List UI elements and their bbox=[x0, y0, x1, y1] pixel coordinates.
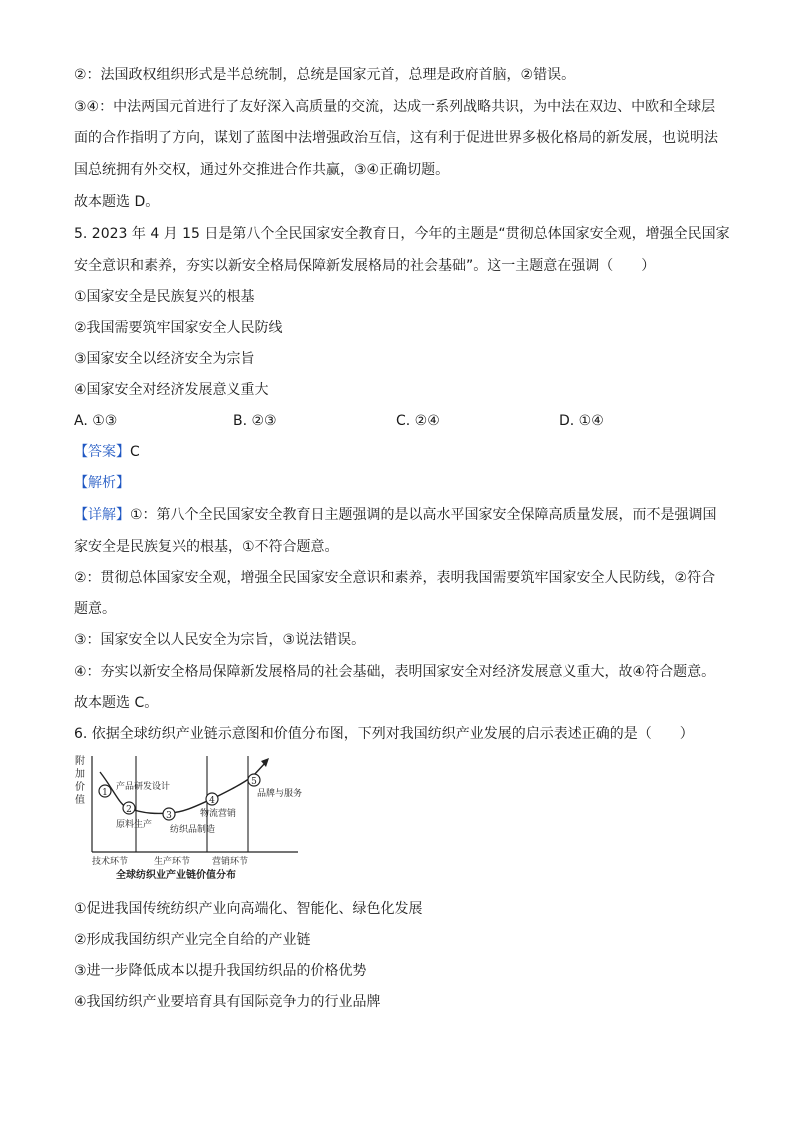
chart-marker-2-num: 2 bbox=[126, 805, 132, 815]
line-p2a: ③④：中法两国元首进行了友好深入高质量的交流，达成一系列战略共识，为中法在双边、中欧和全球层 bbox=[74, 99, 716, 115]
q6-item-4: ④我国纺织产业要培育具有国际竞争力的行业品牌 bbox=[74, 994, 381, 1010]
q5-option-a: A. ①③ bbox=[74, 413, 118, 429]
q5-option-b: B. ②③ bbox=[233, 413, 277, 429]
answer-tag: 【答案】 bbox=[74, 444, 130, 460]
chart-caption: 全球纺织业产业链价值分布 bbox=[116, 870, 236, 881]
q5-item-3: ③国家安全以经济安全为宗旨 bbox=[74, 351, 255, 367]
detail-1a-text: ①：第八个全民国家安全教育日主题强调的是以高水平国家安全保障高质量发展，而不是强调国 bbox=[130, 507, 717, 523]
chart-marker-5-num: 5 bbox=[251, 777, 257, 787]
chart-x-segment-3: 营销环节 bbox=[212, 857, 249, 867]
q5-item-1: ①国家安全是民族复兴的根基 bbox=[74, 289, 255, 305]
q5-detail-2a: ②：贯彻总体国家安全观，增强全民国家安全意识和素养，表明我国需要筑牢国家安全人民防线，②符合 bbox=[74, 570, 716, 586]
q5-item-4: ④国家安全对经济发展意义重大 bbox=[74, 382, 269, 398]
value-chain-chart bbox=[70, 752, 310, 882]
chart-label-3: 纺织品制造 bbox=[170, 825, 216, 835]
line-p3: 故本题选 D。 bbox=[74, 194, 160, 210]
chart-label-2: 原料生产 bbox=[116, 820, 153, 830]
chart-marker-1-num: 1 bbox=[102, 788, 108, 798]
q5-options bbox=[74, 411, 714, 431]
chart-ylabel-2: 加 bbox=[75, 769, 85, 780]
q5-detail-3: ③：国家安全以人民安全为宗旨，③说法错误。 bbox=[74, 632, 366, 648]
answer-value: C bbox=[130, 444, 140, 460]
chart-marker-4-num: 4 bbox=[209, 796, 215, 806]
chart-x-segment-1: 技术环节 bbox=[92, 857, 129, 867]
chart-label-4: 物流营销 bbox=[200, 809, 237, 819]
q5-detail-4: ④：夯实以新安全格局保障新发展格局的社会基础，表明国家安全对经济发展意义重大，故④符合题意。 bbox=[74, 664, 716, 680]
q6-item-3: ③进一步降低成本以提升我国纺织品的价格优势 bbox=[74, 963, 367, 979]
line-p2b: 面的合作指明了方向，谋划了蓝图中法增强政治互信，这有利于促进世界多极化格局的新发展，也说明法 bbox=[74, 130, 718, 146]
q5-detail-1a bbox=[74, 505, 717, 525]
chart-ylabel-4: 值 bbox=[75, 795, 85, 806]
chart-label-1: 产品研发设计 bbox=[116, 782, 171, 792]
chart-marker-3-num: 3 bbox=[166, 811, 172, 821]
q5-stem-b: 安全意识和素养，夯实以新安全格局保障新发展格局的社会基础”。这一主题意在强调（ ） bbox=[74, 258, 656, 274]
q6-stem: 6. 依据全球纺织产业链示意图和价值分布图，下列对我国纺织产业发展的启示表述正确的是（ ） bbox=[74, 726, 694, 742]
q5-option-d: D. ①④ bbox=[559, 413, 604, 429]
q5-answer bbox=[74, 442, 140, 462]
chart-ylabel-1: 附 bbox=[75, 756, 85, 767]
line-p1: ②：法国政权组织形式是半总统制，总统是国家元首，总理是政府首脑，②错误。 bbox=[74, 67, 576, 83]
q5-item-2: ②我国需要筑牢国家安全人民防线 bbox=[74, 320, 283, 336]
q5-stem-a: 5. 2023 年 4 月 15 日是第八个全民国家安全教育日，今年的主题是“贯彻总体国家安全观，增强全民国家 bbox=[74, 226, 730, 242]
q6-item-2: ②形成我国纺织产业完全自给的产业链 bbox=[74, 932, 311, 948]
chart-ylabel-3: 价 bbox=[75, 782, 85, 793]
q5-detail-2b: 题意。 bbox=[74, 601, 116, 617]
q5-detail-5: 故本题选 C。 bbox=[74, 695, 159, 711]
q6-item-1: ①促进我国传统纺织产业向高端化、智能化、绿色化发展 bbox=[74, 901, 423, 917]
q5-analysis-tag: 【解析】 bbox=[74, 475, 130, 491]
chart-label-5: 品牌与服务 bbox=[257, 789, 303, 799]
detail-tag: 【详解】 bbox=[74, 507, 130, 523]
q5-detail-1b: 家安全是民族复兴的根基，①不符合题意。 bbox=[74, 539, 339, 555]
q5-option-c: C. ②④ bbox=[396, 413, 440, 429]
line-p2c: 国总统拥有外交权，通过外交推进合作共赢，③④正确切题。 bbox=[74, 162, 450, 178]
chart-x-segment-2: 生产环节 bbox=[154, 857, 191, 867]
